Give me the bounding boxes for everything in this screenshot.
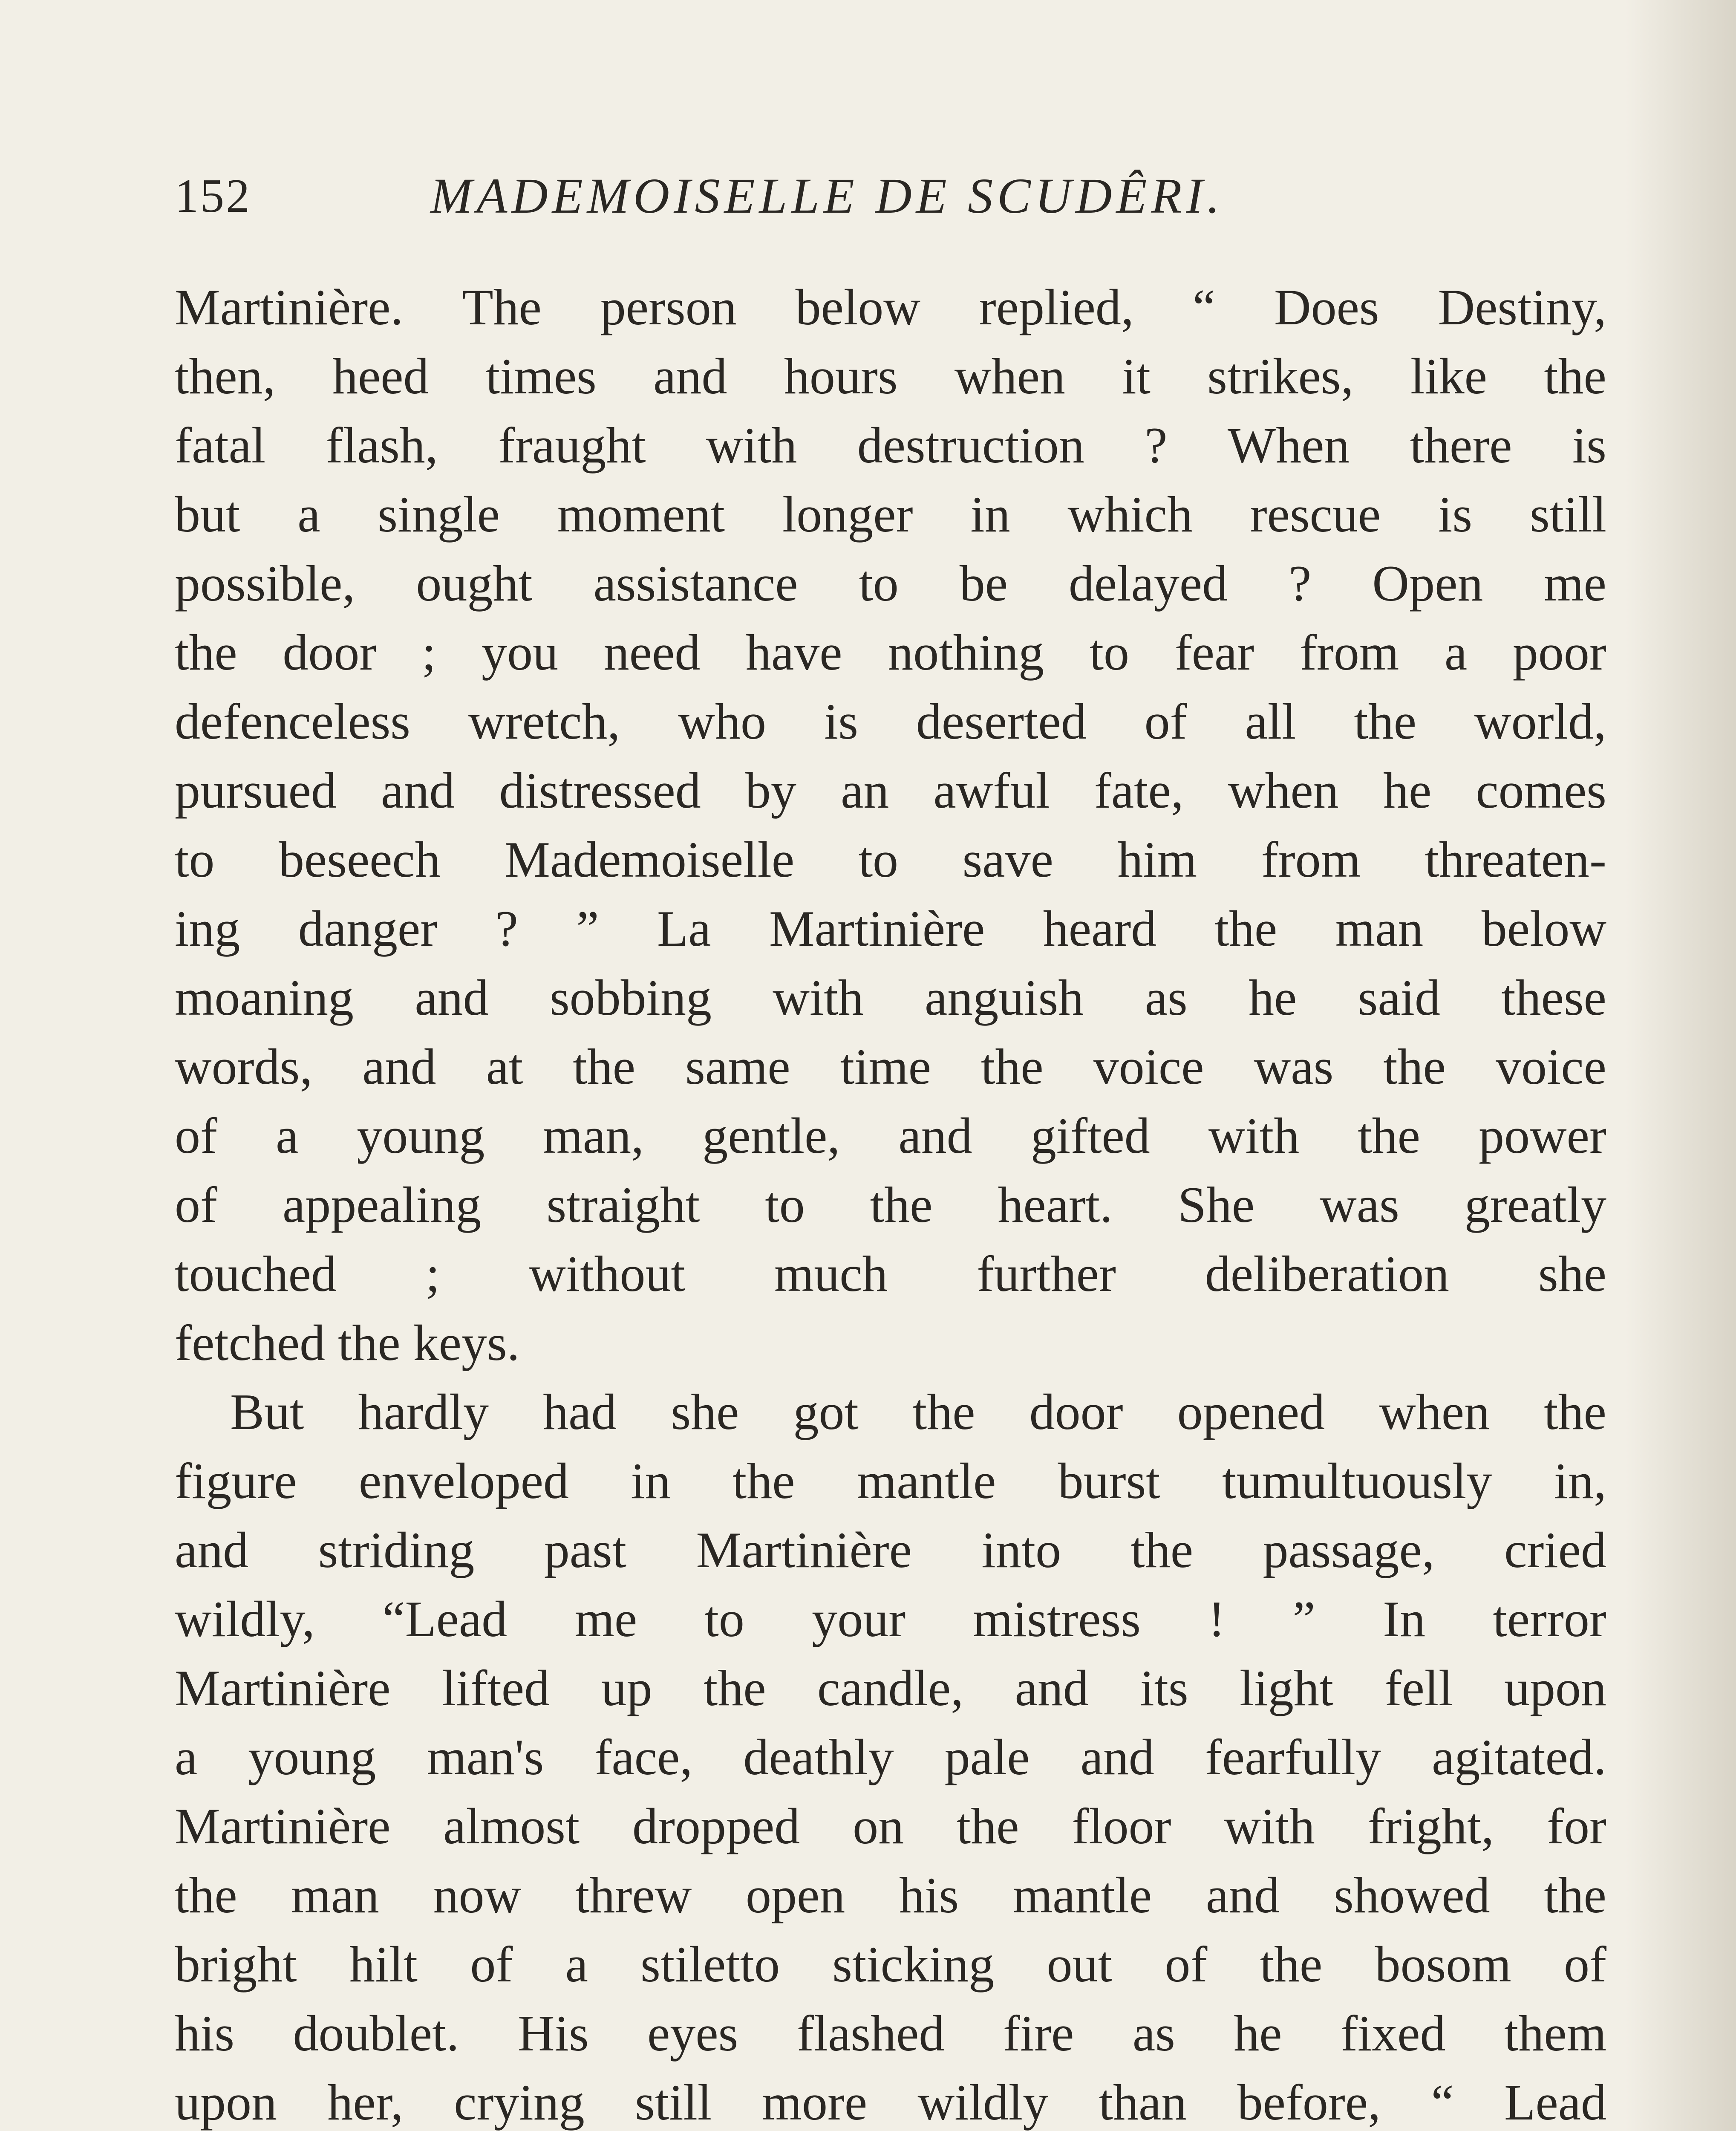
word: destruction [857,417,1084,474]
word: from [1299,624,1399,681]
word: got [793,1383,859,1440]
word: up [601,1660,652,1716]
word: to [704,1591,744,1647]
word: figure [175,1452,297,1509]
word: mistress [973,1591,1141,1647]
word: a [1444,624,1468,681]
word: be [959,555,1008,612]
text-line [175,1723,1606,1792]
word: man's [427,1729,544,1785]
word: further [977,1245,1116,1302]
word: In [1383,1591,1426,1647]
word: keys. [413,1314,520,1371]
word: below [795,279,920,335]
word: gifted [1030,1107,1150,1164]
word: threw [575,1867,692,1923]
text-line [175,687,1606,756]
text-line [175,1032,1606,1101]
word: me [1544,555,1606,612]
word: assistance [593,555,798,612]
word: with [1208,1107,1300,1164]
word: strikes, [1207,348,1354,404]
word: its [1140,1660,1188,1716]
word: and [415,969,489,1026]
word: with [706,417,797,474]
word: ” [576,900,599,957]
word: moment [557,486,725,543]
word: save [962,831,1053,888]
word: the [1544,348,1606,404]
word: The [462,279,542,335]
word: the [338,1314,401,1371]
word: in [970,486,1010,543]
word: crying [454,2074,585,2131]
word: had [543,1383,617,1440]
word: terror [1493,1591,1606,1647]
word: hilt [349,1936,418,1992]
word: ; [425,1245,440,1302]
word: to [858,831,899,888]
word: “ [1431,2074,1454,2131]
word: opened [1177,1383,1325,1440]
text-line [175,618,1606,687]
word: on [853,1798,904,1854]
word: deserted [916,693,1087,750]
word: Lead [1504,2074,1606,2131]
text-line [175,1516,1606,1585]
word: fraught [498,417,646,474]
word: to [765,1176,805,1233]
word: of [470,1936,513,1992]
word: ought [416,555,533,612]
word: lifted [441,1660,550,1716]
word: as [1132,2005,1175,2062]
word: deliberation [1205,1245,1450,1302]
word: Martinière [696,1522,912,1578]
word: rescue [1250,486,1381,543]
text-line [175,1239,1606,1308]
word: ; [422,624,436,681]
word: doublet. [293,2005,459,2062]
word: her, [327,2074,404,2131]
word: and [381,762,455,819]
text-line [175,1585,1606,1654]
word: ? [1289,555,1312,612]
word: the [704,1660,766,1716]
word: past [544,1522,627,1578]
word: moaning [175,969,354,1026]
word: time [840,1038,931,1095]
text-line [175,1861,1606,1930]
word: he [1383,762,1432,819]
word: ” [1292,1591,1315,1647]
word: me [574,1591,637,1647]
word: she [671,1383,739,1440]
text-line [175,1930,1606,1999]
word: there [1410,417,1512,474]
word: into [981,1522,1061,1578]
word: tumultuously [1222,1452,1492,1509]
word: when [1228,762,1339,819]
word: fell [1384,1660,1453,1716]
word: have [746,624,842,681]
word: with [773,969,864,1026]
word: mantle [1012,1867,1152,1923]
text-line [175,756,1606,825]
text-line [175,1654,1606,1723]
word: the [912,1383,975,1440]
word: poor [1512,624,1606,681]
running-head: MADEMOISELLE DE SCUDÊRI. [430,168,1224,224]
word: wildly, [175,1591,315,1647]
word: door [1029,1383,1123,1440]
word: a [175,1729,198,1785]
word: showed [1334,1867,1490,1923]
word: ing [175,900,240,957]
word: at [486,1038,523,1095]
word: Martinière. [175,279,404,335]
word: But [230,1383,304,1440]
word: and [1206,1867,1280,1923]
text-line [175,411,1606,480]
word: as [1145,969,1188,1026]
word: power [1479,1107,1606,1164]
word: gentle, [702,1107,840,1164]
word: the [573,1038,635,1095]
word: much [774,1245,888,1302]
word: replied, [979,279,1134,335]
word: world, [1474,693,1606,750]
word: threaten- [1425,831,1606,888]
text-line [175,480,1606,549]
word: like [1410,348,1487,404]
word: still [635,2074,712,2131]
text-line [175,825,1606,894]
word: His [517,2005,589,2062]
word: bosom [1375,1936,1511,1992]
word: dropped [632,1798,800,1854]
word: the [175,624,237,681]
word: the [1130,1522,1194,1578]
word: was [1320,1176,1399,1233]
word: wildly [917,2074,1049,2131]
word: man [291,1867,379,1923]
word: for [1546,1798,1606,1854]
word: Martinière [769,900,985,957]
word: passage, [1263,1522,1435,1578]
word: which [1067,486,1193,543]
word: times [485,348,597,404]
word: from [1261,831,1361,888]
word: upon [175,2074,277,2131]
word: longer [782,486,913,543]
text-line [175,1101,1606,1170]
word: all [1245,693,1296,750]
text-line [175,342,1606,411]
word: face, [594,1729,693,1785]
word: the [1260,1936,1323,1992]
word: almost [443,1798,580,1854]
word: out [1047,1936,1112,1992]
word: nothing [888,624,1044,681]
word: single [378,486,500,543]
word: his [899,1867,959,1923]
word: striding [318,1522,475,1578]
word: he [1249,969,1297,1026]
word: fright, [1367,1798,1494,1854]
word: possible, [175,555,355,612]
word: sticking [832,1936,995,1992]
word: wretch, [468,693,620,750]
word: is [1572,417,1606,474]
word: the [1214,900,1277,957]
text-line-paragraph-end [175,1308,1606,1377]
text-line [175,1792,1606,1861]
word: by [745,762,796,819]
word: same [685,1038,790,1095]
word: she [1538,1245,1606,1302]
text-line [175,894,1606,963]
word: the [870,1176,933,1233]
word: straight [546,1176,700,1233]
word: is [824,693,858,750]
word: mantle [856,1452,996,1509]
word: words, [175,1038,313,1095]
word: was [1254,1038,1334,1095]
word: the [981,1038,1044,1095]
word: a [565,1936,588,1992]
word: deathly [743,1729,894,1785]
word: in [631,1452,671,1509]
word: touched [175,1245,337,1302]
word: eyes [647,2005,738,2062]
word: Martinière [175,1798,391,1854]
text-line [175,549,1606,618]
text-line [175,963,1606,1032]
word: need [603,624,701,681]
word: light [1240,1660,1334,1716]
text-line-paragraph-start [175,1377,1606,1447]
word: man, [543,1107,644,1164]
word: La [657,900,711,957]
word: stiletto [640,1936,780,1992]
word: agitated. [1432,1729,1606,1785]
word: “Lead [382,1591,508,1647]
word: more [762,2074,868,2131]
text-line [175,1999,1606,2068]
word: a [276,1107,299,1164]
word: beseech [278,831,441,888]
word: and [1015,1660,1089,1716]
word: below [1481,900,1606,957]
word: flash, [326,417,438,474]
word: the [1354,693,1416,750]
page-number: 152 [175,170,251,222]
word: Does [1274,279,1379,335]
word: When [1227,417,1350,474]
word: it [1122,348,1151,404]
word: candle, [817,1660,964,1716]
word: then, [175,348,276,404]
word: Mademoiselle [505,831,795,888]
word: floor [1072,1798,1171,1854]
word: burst [1058,1452,1160,1509]
word: and [175,1522,249,1578]
word: without [529,1245,685,1302]
word: hardly [358,1383,489,1440]
word: the [1358,1107,1420,1164]
page-header [175,162,1606,247]
word: of [175,1107,217,1164]
word: these [1501,969,1606,1026]
word: heard [1043,900,1157,957]
word: him [1117,831,1197,888]
word: appealing [282,1176,482,1233]
word: cried [1504,1522,1606,1578]
word: a [297,486,320,543]
word: flashed [796,2005,945,2062]
word: your [812,1591,906,1647]
word: defenceless [175,693,411,750]
word: in, [1554,1452,1606,1509]
word: upon [1504,1660,1606,1716]
word: danger [298,900,438,957]
word: but [175,486,240,543]
word: you [482,624,559,681]
word: She [1178,1176,1255,1233]
text-line [175,2068,1606,2131]
word: an [841,762,889,819]
text-line [175,273,1606,342]
page-edge-shadow [1625,0,1736,2131]
word: ? [495,900,518,957]
word: anguish [925,969,1084,1026]
word: of [175,1176,217,1233]
word: his [175,2005,235,2062]
word: hours [784,348,898,404]
word: fire [1003,2005,1074,2062]
word: comes [1476,762,1606,819]
text-line [175,1170,1606,1239]
word: young [357,1107,485,1164]
word: with [1224,1798,1315,1854]
word: when [954,348,1065,404]
word: heart. [998,1176,1113,1233]
word: when [1379,1383,1490,1440]
word: and [898,1107,972,1164]
text-line [175,1447,1606,1516]
word: before, [1237,2074,1381,2131]
word: pursued [175,762,337,819]
word: fear [1174,624,1254,681]
word: and [362,1038,436,1095]
word: still [1529,486,1606,543]
word: than [1099,2074,1187,2131]
word: Destiny, [1438,279,1606,335]
word: the [1544,1383,1606,1440]
word: ! [1208,1591,1226,1647]
word: the [956,1798,1019,1854]
word: to [1089,624,1130,681]
word: who [678,693,767,750]
word: fearfully [1205,1729,1381,1785]
word: awful [933,762,1050,819]
word: he [1234,2005,1282,2062]
word: to [859,555,899,612]
word: ? [1145,417,1168,474]
word: heed [332,348,429,404]
word: fatal [175,417,266,474]
word: pale [944,1729,1030,1785]
word: said [1358,969,1440,1026]
word: fetched [175,1314,326,1371]
word: open [746,1867,845,1923]
word: the [175,1867,237,1923]
word: bright [175,1936,297,1992]
word: the [1383,1038,1446,1095]
word: delayed [1069,555,1228,612]
word: man [1335,900,1424,957]
word: fate, [1094,762,1184,819]
word: voice [1496,1038,1606,1095]
word: the [732,1452,795,1509]
word: now [433,1867,522,1923]
word: enveloped [358,1452,569,1509]
body-text [175,273,1606,2131]
word: young [248,1729,376,1785]
word: Open [1372,555,1483,612]
word: “ [1192,279,1216,335]
word: of [1563,1936,1606,1992]
word: of [1165,1936,1208,1992]
word: sobbing [549,969,712,1026]
word: the [1544,1867,1606,1923]
word: distressed [499,762,701,819]
word: to [175,831,215,888]
word: of [1144,693,1187,750]
word: them [1504,2005,1606,2062]
word: Martinière [175,1660,391,1716]
word: door [283,624,377,681]
word: voice [1093,1038,1204,1095]
word: and [653,348,727,404]
word: greatly [1464,1176,1606,1233]
word: is [1438,486,1473,543]
word: and [1080,1729,1154,1785]
word: fixed [1340,2005,1446,2062]
word: person [600,279,737,335]
